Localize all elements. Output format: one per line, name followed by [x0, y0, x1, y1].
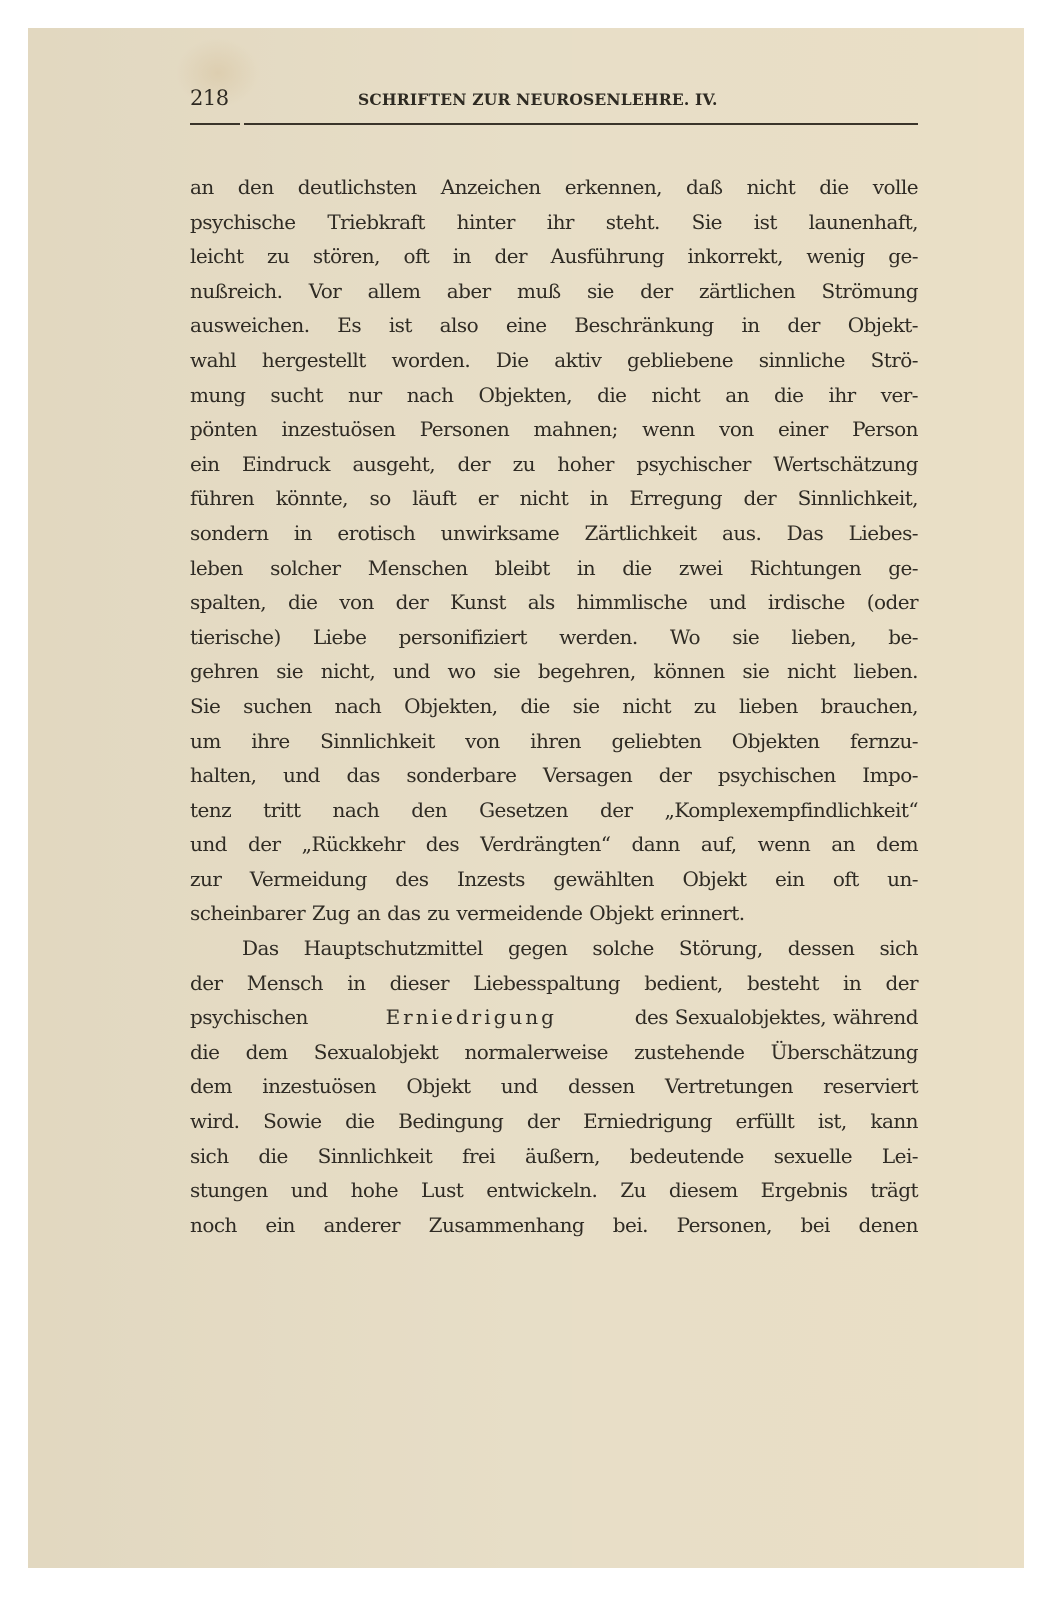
text-line: gehren sie nicht, und wo sie begehren, können sie nicht lieben.	[190, 659, 918, 684]
text-line: spalten, die von der Kunst als himmlische und irdische (oder	[190, 590, 918, 615]
emphasized-word: Erniedrigung	[385, 1005, 557, 1030]
text-line: ein Eindruck ausgeht, der zu hoher psychischer Wertschätzung	[190, 451, 918, 476]
text-line: und der „Rückkehr des Verdrängten“ dann auf, wenn an dem	[190, 832, 918, 857]
text-line: dem inzestuösen Objekt und dessen Vertretungen reserviert	[190, 1074, 918, 1099]
text-line: an den deutlichsten Anzeichen erkennen, daß nicht die volle	[190, 175, 918, 199]
text-line: der Mensch in dieser Liebesspaltung bedient, besteht in der	[190, 970, 918, 995]
text-line: noch ein anderer Zusammenhang bei. Personen, bei denen	[190, 1212, 918, 1237]
text-line: nußreich. Vor allem aber muß sie der zärtlichen Strömung	[190, 278, 918, 303]
text-line: die dem Sexualobjekt normalerweise zustehende Überschätzung	[190, 1039, 918, 1064]
body-text	[190, 170, 918, 1242]
text-line: tierische) Liebe personifiziert werden. Wo sie lieben, be-	[190, 624, 918, 649]
header-rule-short	[190, 123, 240, 125]
text-line: sondern in erotisch unwirksame Zärtlichkeit aus. Das Liebes-	[190, 520, 918, 545]
text-line: Sie suchen nach Objekten, die sie nicht zu lieben brauchen,	[190, 693, 918, 718]
text-line: ausweichen. Es ist also eine Beschränkung in der Objekt-	[190, 313, 918, 338]
text-line: mung sucht nur nach Objekten, die nicht an die ihr ver-	[190, 382, 918, 407]
page-header	[190, 86, 918, 116]
text-segment: psychischen	[190, 1005, 315, 1030]
paragraph-1	[190, 170, 918, 931]
text-line: pönten inzestuösen Personen mahnen; wenn von einer Person	[190, 417, 918, 442]
text-line: Das Hauptschutzmittel gegen solche Störung, dessen sich	[242, 936, 918, 961]
text-line: führen könnte, so läuft er nicht in Erregung der Sinnlichkeit,	[190, 486, 918, 511]
text-segment: des Sexualobjektes, während	[627, 1005, 918, 1030]
text-line: halten, und das sonderbare Versagen der psychischen Impo-	[190, 763, 918, 788]
text-line: tenz tritt nach den Gesetzen der „Komplexempfindlichkeit“	[190, 797, 918, 822]
paragraph-2	[190, 931, 918, 1242]
text-line: zur Vermeidung des Inzests gewählten Objekt ein oft un-	[190, 866, 918, 891]
text-line: wahl hergestellt worden. Die aktiv gebliebene sinnliche Strö-	[190, 347, 918, 372]
text-line: leicht zu stören, oft in der Ausführung inkorrekt, wenig ge-	[190, 244, 918, 269]
text-line: wird. Sowie die Bedingung der Erniedrigung erfüllt ist, kann	[190, 1109, 918, 1134]
header-rule-long	[244, 123, 918, 125]
text-line: stungen und hohe Lust entwickeln. Zu diesem Ergebnis trägt	[190, 1178, 918, 1203]
page-number: 218	[190, 86, 229, 110]
text-line-spaced	[190, 1000, 918, 1035]
text-line: sich die Sinnlichkeit frei äußern, bedeutende sexuelle Lei-	[190, 1143, 918, 1168]
running-title: SCHRIFTEN ZUR NEUROSENLEHRE. IV.	[358, 90, 718, 109]
text-line: um ihre Sinnlichkeit von ihren geliebten Objekten fernzu-	[190, 728, 918, 753]
text-line: scheinbarer Zug an das zu vermeidende Objekt erinnert.	[190, 901, 745, 926]
text-line: psychische Triebkraft hinter ihr steht. Sie ist launenhaft,	[190, 209, 918, 234]
text-line: leben solcher Menschen bleibt in die zwei Richtungen ge-	[190, 555, 918, 580]
